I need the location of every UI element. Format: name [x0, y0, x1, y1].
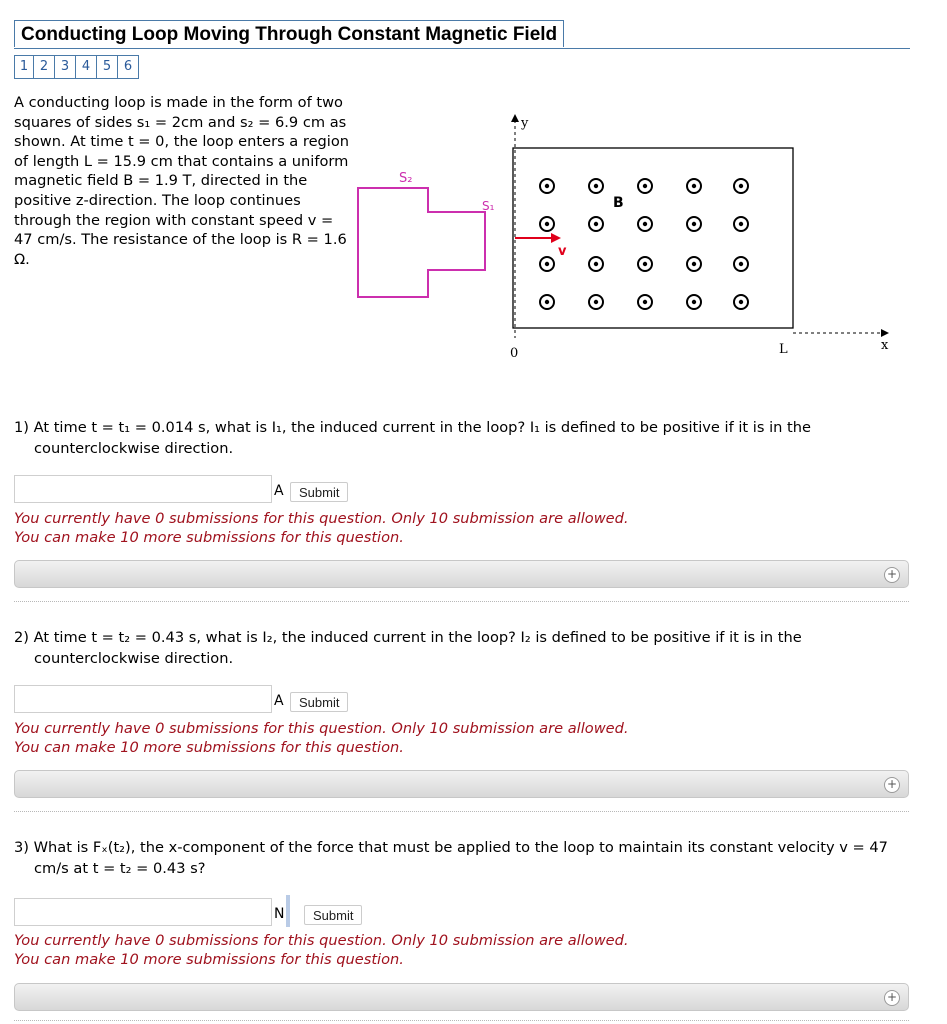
velocity-arrow-head-icon	[551, 233, 561, 243]
question-1-status-line-2: You can make 10 more submissions for this question.	[14, 529, 404, 546]
question-2	[14, 627, 914, 669]
y-axis-arrow-icon	[511, 114, 519, 122]
question-2-submit-button[interactable]: Submit	[290, 692, 348, 712]
field-dot-icon	[540, 217, 554, 231]
expand-plus-icon[interactable]: +	[884, 777, 900, 793]
question-1-status-line-1: You currently have 0 submissions for this question. Only 10 submission are allowed.	[14, 510, 629, 527]
question-3	[14, 837, 914, 879]
text-cursor	[286, 895, 290, 927]
field-dot-icon	[540, 257, 554, 271]
field-dot-icon	[540, 179, 554, 193]
question-2-submission-status	[14, 719, 629, 757]
question-2-hint-bar[interactable]	[14, 770, 909, 798]
field-dot-icon	[638, 179, 652, 193]
expand-plus-icon[interactable]: +	[884, 567, 900, 583]
field-dot-icon	[589, 257, 603, 271]
y-axis-label: y	[521, 116, 529, 131]
field-dot-icon	[589, 217, 603, 231]
tab-part-4[interactable]: 4	[76, 56, 97, 78]
s1-label: S₁	[482, 199, 495, 213]
s2-label: S₂	[399, 171, 413, 186]
conducting-loop	[358, 188, 485, 297]
question-3-unit: N	[274, 906, 285, 922]
x-axis-label: x	[881, 338, 889, 353]
field-dot-icon	[589, 295, 603, 309]
tab-part-5[interactable]: 5	[97, 56, 118, 78]
question-3-hint-bar[interactable]	[14, 983, 909, 1011]
question-3-answer-input[interactable]	[14, 898, 272, 926]
page-title: Conducting Loop Moving Through Constant Magnetic Field	[14, 20, 564, 47]
field-dot-icon	[687, 295, 701, 309]
question-1-hint-bar[interactable]	[14, 560, 909, 588]
field-dot-icon	[638, 217, 652, 231]
divider	[14, 1020, 909, 1021]
field-dot-icon	[734, 217, 748, 231]
question-3-submit-button[interactable]: Submit	[304, 905, 362, 925]
question-1-submit-button[interactable]: Submit	[290, 482, 348, 502]
question-1	[14, 417, 914, 459]
field-dot-icon	[638, 257, 652, 271]
loop-field-diagram	[355, 110, 915, 370]
velocity-label: v	[558, 244, 567, 259]
field-dot-icon	[687, 217, 701, 231]
question-2-unit: A	[274, 693, 284, 709]
question-1-submission-status	[14, 509, 629, 547]
tab-part-3[interactable]: 3	[55, 56, 76, 78]
question-3-text-cont: cm/s at t = t₂ = 0.43 s?	[34, 860, 206, 877]
tab-part-6[interactable]: 6	[118, 56, 138, 78]
question-2-status-line-1: You currently have 0 submissions for this question. Only 10 submission are allowed.	[14, 720, 629, 737]
origin-label: 0	[510, 346, 519, 361]
question-1-text-cont: counterclockwise direction.	[34, 440, 234, 457]
part-tabs	[14, 55, 139, 79]
question-1-unit: A	[274, 483, 284, 499]
question-3-submission-status	[14, 931, 629, 969]
field-dot-icon	[734, 257, 748, 271]
field-dots	[540, 179, 748, 309]
problem-statement: A conducting loop is made in the form of two squares of sides s₁ = 2cm and s₂ = 6.9 cm as shown. At time t = 0, the loop enters a region of length L = 15.9 cm that contains a uniform magnetic field B = 1.9 T, directed in the positive z-direction. The loop continues through the region with constant speed v = 47 cm/s. The resistance of the loop is R = 1.6 Ω.	[14, 94, 350, 268]
question-2-text: 2) At time t = t₂ = 0.43 s, what is I₂, the induced current in the loop? I₂ is defined to be positive if it is in the	[14, 629, 802, 646]
question-2-text-cont: counterclockwise direction.	[34, 650, 234, 667]
field-dot-icon	[687, 257, 701, 271]
field-dot-icon	[734, 179, 748, 193]
field-dot-icon	[638, 295, 652, 309]
tab-part-1[interactable]: 1	[15, 56, 34, 78]
divider	[14, 811, 909, 812]
x-axis-arrow-icon	[881, 329, 889, 337]
field-dot-icon	[589, 179, 603, 193]
question-2-answer-input[interactable]	[14, 685, 272, 713]
divider	[14, 601, 909, 602]
expand-plus-icon[interactable]: +	[884, 990, 900, 1006]
field-dot-icon	[734, 295, 748, 309]
question-1-answer-input[interactable]	[14, 475, 272, 503]
question-2-status-line-2: You can make 10 more submissions for this question.	[14, 739, 404, 756]
field-dot-icon	[687, 179, 701, 193]
title-bar	[14, 20, 910, 49]
b-field-label: B	[613, 195, 624, 211]
question-3-status-line-2: You can make 10 more submissions for this question.	[14, 951, 404, 968]
question-1-text: 1) At time t = t₁ = 0.014 s, what is I₁, the induced current in the loop? I₁ is defined to be positive if it is in the	[14, 419, 811, 436]
tab-part-2[interactable]: 2	[34, 56, 55, 78]
length-l-label: L	[779, 342, 788, 357]
question-3-status-line-1: You currently have 0 submissions for this question. Only 10 submission are allowed.	[14, 932, 629, 949]
question-3-text: 3) What is Fₓ(t₂), the x-component of the force that must be applied to the loop to maintain its constant velocity v = 47	[14, 839, 888, 856]
field-dot-icon	[540, 295, 554, 309]
